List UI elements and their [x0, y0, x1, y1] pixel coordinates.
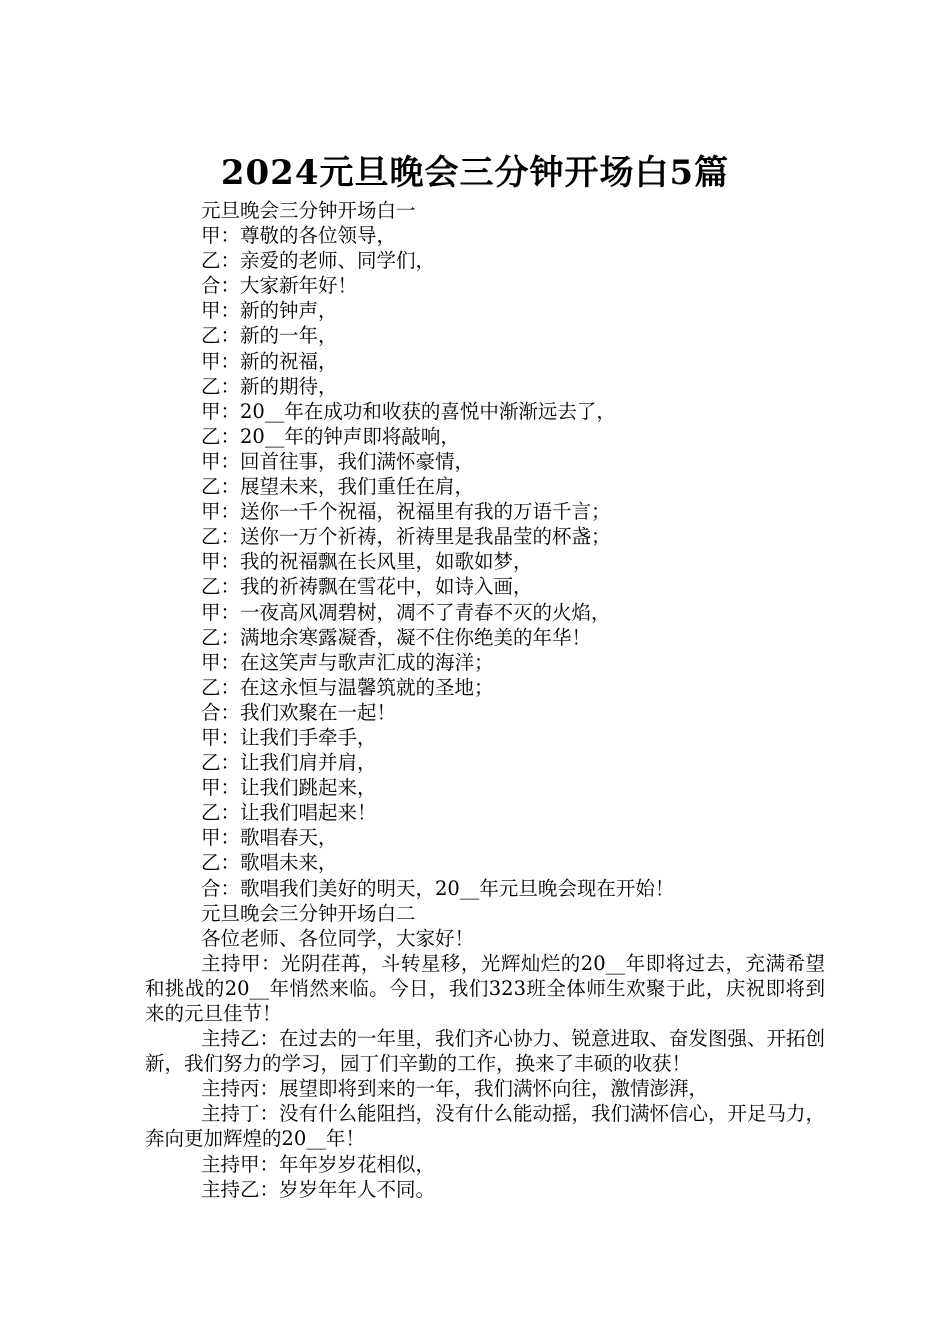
dialogue-line: 甲：回首往事，我们满怀豪情， [201, 449, 475, 473]
dialogue-line: 甲：让我们跳起来， [201, 776, 377, 800]
dialogue-line: 甲：在这笑声与歌声汇成的海洋； [201, 650, 494, 674]
greeting-line: 各位老师、各位同学，大家好！ [201, 926, 475, 950]
dialogue-line: 合：我们欢聚在一起！ [201, 700, 397, 724]
dialogue-line: 乙：新的期待， [201, 374, 338, 398]
dialogue-line: 甲：我的祝福飘在长风里，如歌如梦， [201, 550, 533, 574]
dialogue-line: 甲：歌唱春天， [201, 826, 338, 850]
body-paragraph: 主持甲：年年岁岁花相似， [201, 1152, 436, 1176]
body-paragraph: 主持乙：岁岁年年人不同。 [201, 1177, 436, 1201]
section-heading: 元旦晚会三分钟开场白一 [201, 199, 416, 222]
dialogue-line: 乙：我的祈祷飘在雪花中，如诗入画， [201, 575, 533, 599]
dialogue-line: 乙：展望未来，我们重任在肩， [201, 475, 475, 499]
section-heading: 元旦晚会三分钟开场白二 [201, 901, 416, 925]
dialogue-line: 乙：20__年的钟声即将敲响， [201, 424, 460, 448]
document-body [145, 198, 825, 1202]
dialogue-line: 甲：送你一千个祝福，祝福里有我的万语千言； [201, 500, 611, 524]
dialogue-line: 乙：新的一年， [201, 324, 338, 348]
body-paragraph: 主持丁：没有什么能阻挡，没有什么能动摇，我们满怀信心，开足马力，奔向更加辉煌的20__年！ [145, 1102, 826, 1151]
dialogue-line: 乙：送你一万个祈祷，祈祷里是我晶莹的杯盏； [201, 525, 611, 549]
dialogue-line: 甲：尊敬的各位领导， [201, 224, 397, 248]
body-paragraph: 主持甲：光阴荏苒，斗转星移，光辉灿烂的20__年即将过去，充满希望和挑战的20__年悄然来临。今日，我们323班全体师生欢聚于此，庆祝即将到来的元旦佳节！ [145, 951, 825, 1025]
dialogue-line: 乙：在这永恒与温馨筑就的圣地； [201, 675, 494, 699]
body-paragraph: 主持乙：在过去的一年里，我们齐心协力、锐意进取、奋发图强、开拓创新，我们努力的学习，园丁们辛勤的工作，换来了丰硕的收获！ [145, 1027, 826, 1076]
dialogue-line: 乙：满地余寒露凝香，凝不住你绝美的年华！ [201, 625, 592, 649]
dialogue-line: 甲：20__年在成功和收获的喜悦中渐渐远去了， [201, 399, 616, 423]
dialogue-line: 合：歌唱我们美好的明天，20__年元旦晚会现在开始！ [201, 876, 675, 900]
dialogue-line: 乙：让我们唱起来！ [201, 801, 377, 825]
dialogue-line: 乙：歌唱未来， [201, 851, 338, 875]
dialogue-line: 合：大家新年好！ [201, 274, 358, 298]
dialogue-line: 乙：亲爱的老师、同学们， [201, 249, 436, 273]
dialogue-line: 乙：让我们肩并肩， [201, 751, 377, 775]
dialogue-line: 甲：一夜高风凋碧树，凋不了青春不灭的火焰， [201, 600, 611, 624]
dialogue-line: 甲：新的钟声， [201, 299, 338, 323]
document-title: 2024元旦晚会三分钟开场白5篇 [220, 152, 730, 193]
dialogue-line: 甲：让我们手牵手， [201, 725, 377, 749]
body-paragraph: 主持丙：展望即将到来的一年，我们满怀向往，激情澎湃， [201, 1077, 709, 1101]
dialogue-line: 甲：新的祝福， [201, 349, 338, 373]
